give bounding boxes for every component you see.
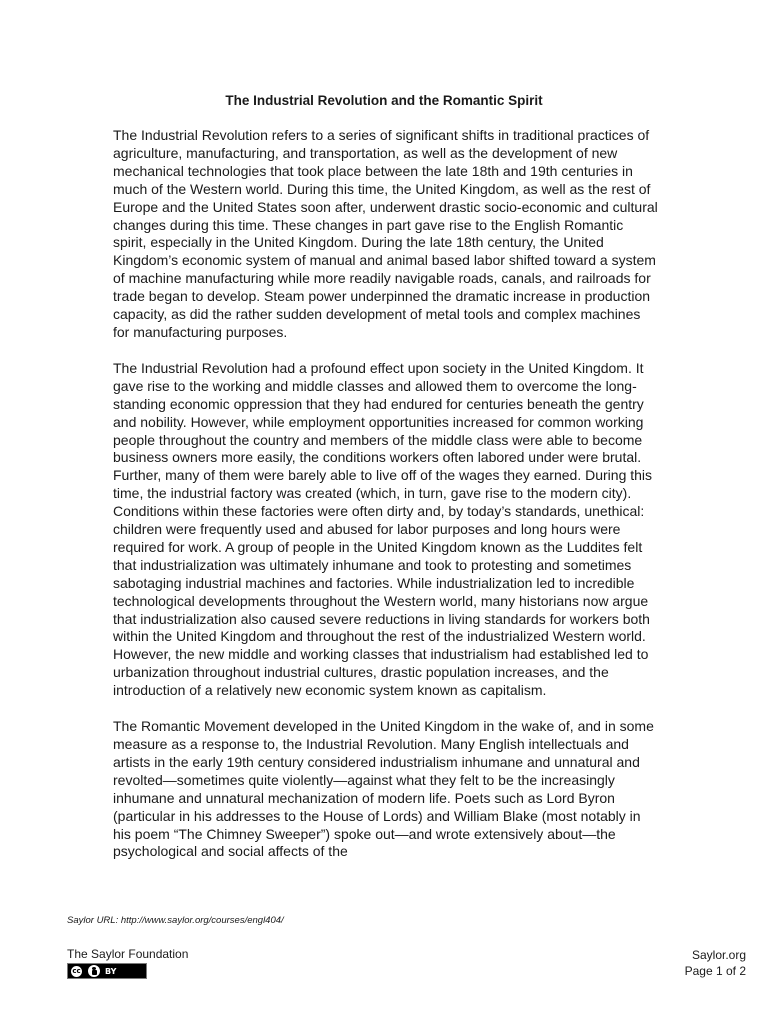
document-body [113,127,660,879]
saylor-url: Saylor URL: http://www.saylor.org/courses/engl404/ [67,915,284,926]
foundation-name: The Saylor Foundation [67,947,189,961]
attribution-person-icon [88,965,100,977]
paragraph-1: The Industrial Revolution refers to a series of significant shifts in traditional practices of agriculture, manufacturing, and transportation, as well as the development of new mechanical technologies that took place between the late 18th and 19th centuries in much of the Western world. During this time, the United Kingdom, as well as the rest of Europe and the United States soon after, underwent drastic socio-economic and cultural changes during this time. These changes in part gave rise to the English Romantic spirit, especially in the United Kingdom. During the late 18th century, the United Kingdom’s economic system of manual and animal based labor shifted toward a system of machine manufacturing while more readily navigable roads, canals, and railroads for trade began to develop. Steam power underpinned the dramatic increase in production capacity, as did the rather sudden development of metal tools and complex machines for manufacturing purposes. [113,127,658,340]
by-icon: BY [105,966,117,976]
cc-icon: cc [70,965,83,978]
cc-by-license-icon [67,963,147,979]
paragraph-2: The Industrial Revolution had a profound effect upon society in the United Kingdom. It gave rise to the working and middle classes and allowed them to overcome the long-standing economic oppression that they had endured for centuries beneath the gentry and nobility. However, while employment opportunities increased for common working people throughout the country and members of the middle class were able to become business owners more easily, the conditions workers often labored under were brutal. Further, many of them were barely able to live off of the wages they earned. During this time, the industrial factory was created (which, in turn, gave rise to the modern city). Conditions within these factories were often dirty and, by today’s standards, unethical: children were frequently used and abused for labor purposes and long hours were required for work. A group of people in the United Kingdom known as the Luddites felt that industrialization was ultimately inhumane and took to protesting and sometimes sabotaging industrial machines and factories. While industrialization led to incredible technological developments throughout the Western world, many historians now argue that industrialization also caused severe reductions in living standards for workers both within the United Kingdom and throughout the rest of the industrialized Western world. However, the new middle and working classes that industrialism had established led to urbanization throughout industrial cultures, drastic population increases, and the introduction of a relatively new economic system known as capitalism. [113,359,653,699]
paragraph-3: The Romantic Movement developed in the United Kingdom in the wake of, and in some measure as a response to, the Industrial Revolution. Many English intellectuals and artists in the early 19th century considered industrialism inhumane and unnatural and revolted—sometimes quite violently—against what they felt to be the increasingly inhumane and unnatural mechanization of modern life. Poets such as Lord Byron (particular in his addresses to the House of Lords) and William Blake (most notably in his poem “The Chimney Sweeper”) spoke out—and wrote extensively about—the psychological and social affects of the [113,718,654,860]
footer-right [685,947,746,979]
document-title: The Industrial Revolution and the Romantic Spirit [225,93,543,108]
page-number: Page 1 of 2 [684,964,746,978]
site-name: Saylor.org [691,948,746,962]
